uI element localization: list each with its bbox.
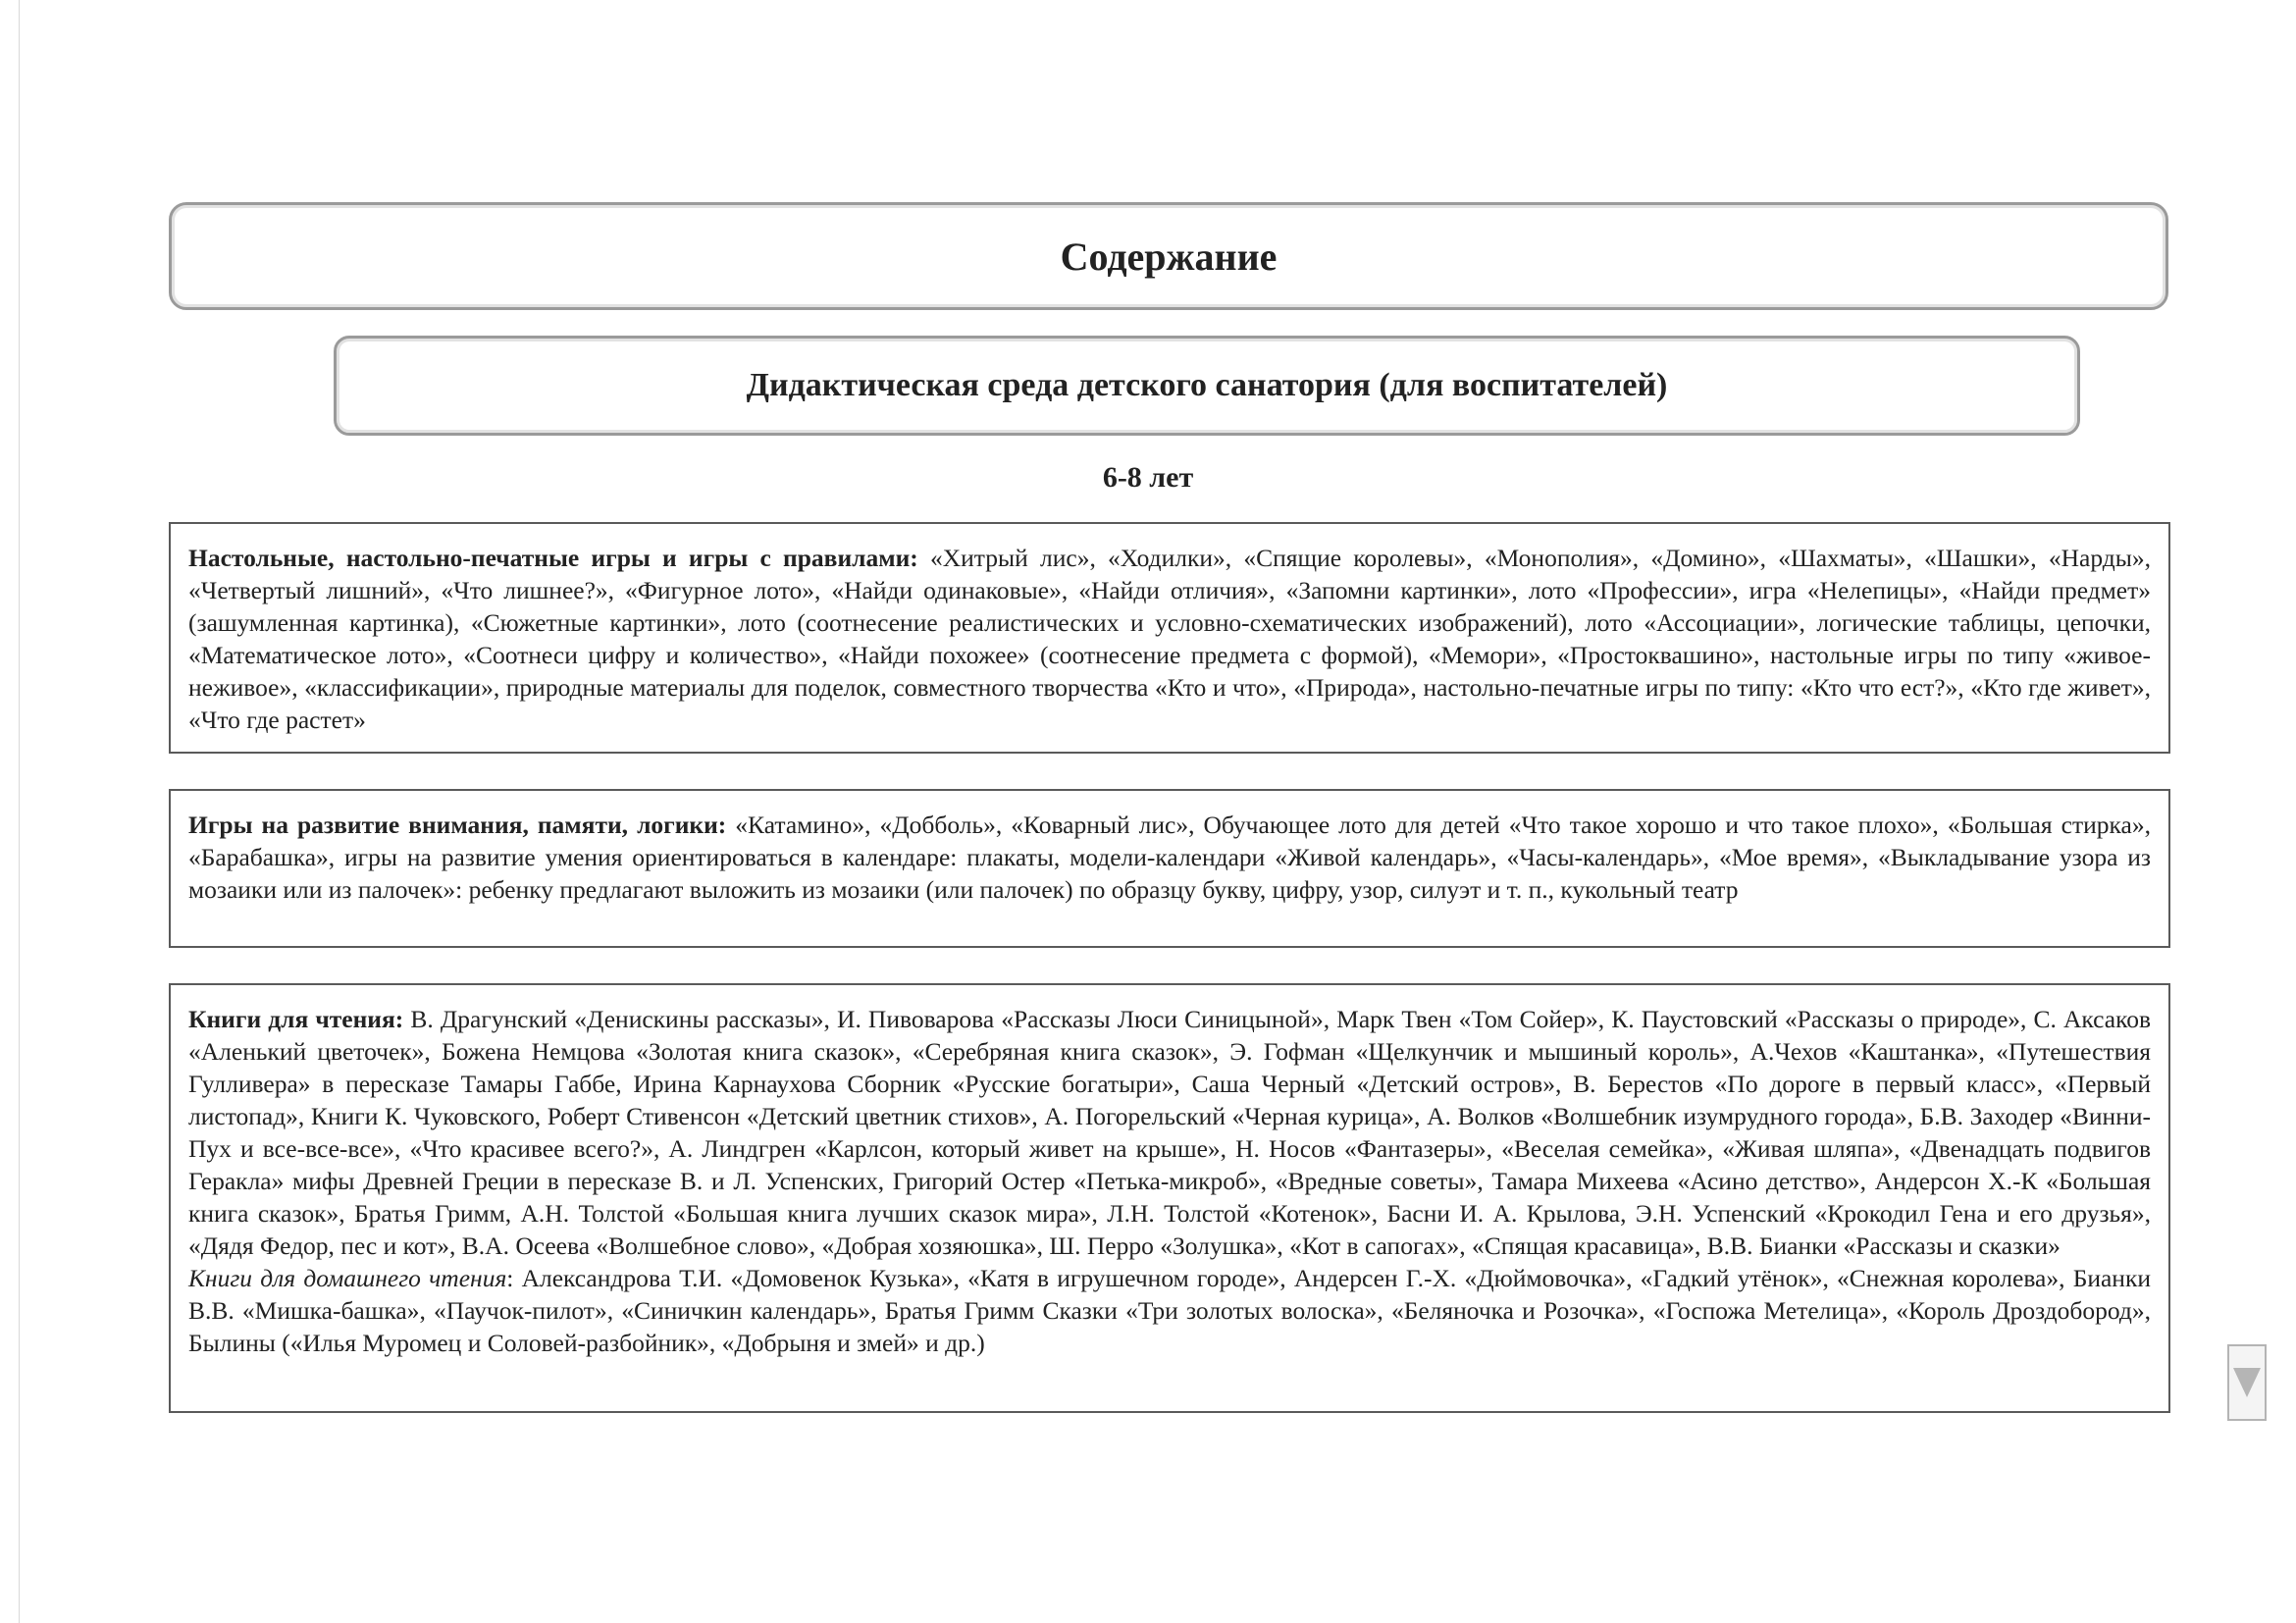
- section-board-games-label: Настольные, настольно-печатные игры и игры с правилами:: [188, 544, 918, 572]
- title-frame: [169, 202, 2168, 310]
- section-attention-games-text: «Катамино», «Добболь», «Коварный лис», Обучающее лото для детей «Что такое хорошо и что такое плохо», «Большая стирка», «Барабашка», игры на развитие умения ориентироваться в календаре: плакаты, модели-календари «Живой календарь», «Часы-календарь», «Мое время», «Выкладывание узора из мозаики или из палочек»: ребенку предлагают выложить из мозаики (или палочек) по образцу букву, цифру, узор, силуэт и т. п., кукольный театр: [188, 811, 2151, 904]
- section-board-games: [169, 522, 2170, 754]
- subtitle-frame: [334, 336, 2080, 436]
- home-reading-label: Книги для домашнего чтения: [188, 1264, 507, 1292]
- home-reading-text: : Александрова Т.И. «Домовенок Кузька», «Катя в игрушечном городе», Андерсен Г.-Х. «Дюймовочка», «Гадкий утёнок», «Снежная королева», Бианки В.В. «Мишка-башка», «Паучок-пилот», «Синичкин календарь», Братья Гримм Сказки «Три золотых волоска», «Беляночка и Розочка», «Госпожа Метелица», «Король Дроздобород», Былины («Илья Муромец и Соловей-разбойник», «Добрыня и змей» и др.): [188, 1264, 2151, 1357]
- triangle-down-icon: [2233, 1368, 2261, 1397]
- section-reading-books-label: Книги для чтения:: [188, 1005, 404, 1033]
- section-board-games-text: «Хитрый лис», «Ходилки», «Спящие королевы», «Монополия», «Домино», «Шахматы», «Шашки», «Нарды», «Четвертый лишний», «Что лишнее?», «Фигурное лото», «Найди одинаковые», «Найди отличия», «Запомни картинки», лото «Профессии», игра «Нелепицы», «Найди предмет» (зашумленная картинка), «Сюжетные картинки», лото (соотнесение реалистических и условно-схематических изображений), лото «Ассоциации», логические таблицы, цепочки, «Математическое лото», «Соотнеси цифру и количество», «Найди похожее» (соотнесение предмета с формой), «Мемори», «Простоквашино», настольные игры по типу «живое-неживое», «классификации», природные материалы для поделок, совместного творчества «Кто и что», «Природа», настольно-печатные игры по типу: «Кто что ест?», «Кто где живет», «Что где растет»: [188, 544, 2151, 734]
- page-edge-line: [19, 0, 20, 1623]
- section-reading-books-text: В. Драгунский «Денискины рассказы», И. Пивоварова «Рассказы Люси Синицыной», Марк Твен «Том Сойер», К. Паустовский «Рассказы о природе», С. Аксаков «Аленький цветочек», Божена Немцова «Золотая книга сказок», «Серебряная книга сказок», Э. Гофман «Щелкунчик и мышиный король», А.Чехов «Каштанка», «Путешествия Гулливера» в пересказе Тамары Габбе, Ирина Карнаухова Сборник «Русские богатыри», Саша Черный «Детский остров», В. Берестов «По дороге в первый класс», «Первый листопад», Книги К. Чуковского, Роберт Стивенсон «Детский цветник стихов», А. Погорельский «Черная курица», А. Волков «Волшебник изумрудного города», Б.В. Заходер «Винни-Пух и все-все-все», «Что красивее всего?», А. Линдгрен «Карлсон, который живет на крыше», Н. Носов «Фантазеры», «Веселая семейка», «Живая шляпа», «Двенадцать подвигов Геракла» мифы Древней Греции в пересказе В. и Л. Успенских, Григорий Остер «Петька-микроб», «Вредные советы», Тамара Михеева «Асино детство», Андерсон Х.-К «Большая книга сказок», Братья Гримм, А.Н. Толстой «Большая книга лучших сказок мира», Л.Н. Толстой «Котенок», Басни И. А. Крылова, Э.Н. Успенский «Крокодил Гена и его друзья», «Дядя Федор, пес и кот», В.А. Осеева «Волшебное слово», «Добрая хозяюшка», Ш. Перро «Золушка», «Кот в сапогах», «Спящая красавица», В.В. Бианки «Рассказы и сказки»: [188, 1005, 2152, 1260]
- section-reading-books: [169, 983, 2170, 1413]
- page-subtitle: Дидактическая среда детского санатория (для воспитателей): [746, 367, 1668, 403]
- section-attention-games: [169, 789, 2170, 948]
- age-group-heading: 6-8 лет: [1102, 461, 1194, 494]
- page-title: Содержание: [1060, 234, 1278, 279]
- section-attention-games-label: Игры на развитие внимания, памяти, логики:: [188, 811, 727, 839]
- scroll-down-button[interactable]: [2227, 1344, 2267, 1421]
